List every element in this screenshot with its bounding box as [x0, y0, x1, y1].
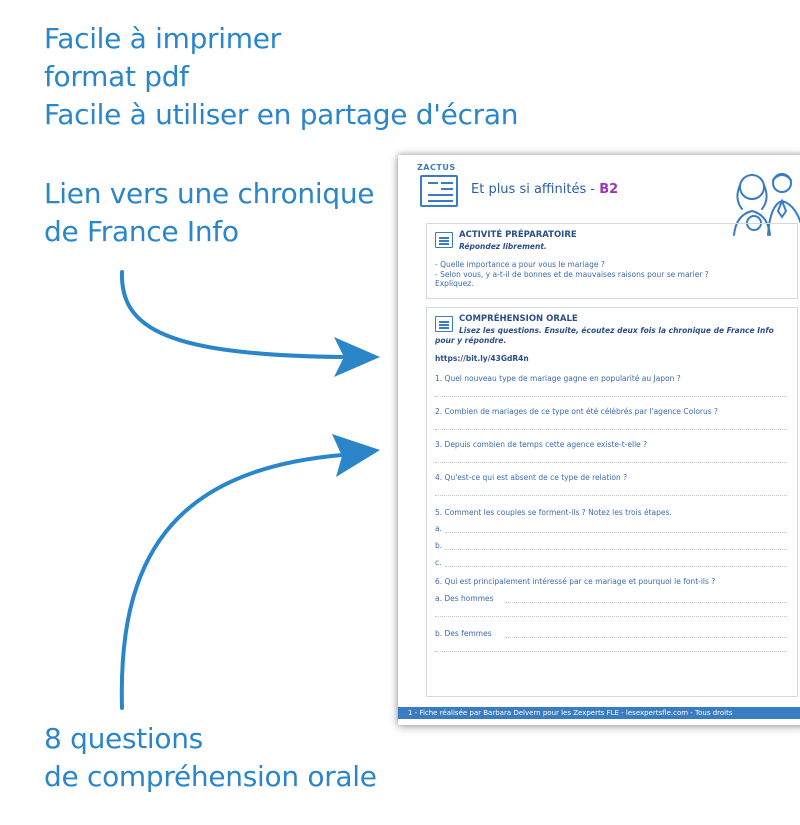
- title-text: Et plus si affinités -: [471, 182, 600, 197]
- question-2: 2. Combien de mariages de ce type ont été célébrés par l'agence Colorus ?: [435, 407, 719, 416]
- level-badge: B2: [599, 182, 619, 197]
- question-5: 5. Comment les couples se forment-ils ? Notez les trois étapes.: [435, 508, 672, 517]
- worksheet-preview: [398, 155, 800, 725]
- newspaper-icon: [420, 175, 458, 207]
- newspaper-small-icon: [435, 232, 453, 248]
- prep-line-2: - Selon vous, y a-t-il de bonnes et de mauvaises raisons pour se marier ?: [435, 270, 709, 279]
- answer-line: [445, 566, 787, 567]
- features-line-2: format pdf: [44, 60, 189, 93]
- features-line-1: Facile à imprimer: [44, 22, 281, 55]
- question-3: 3. Depuis combien de temps cette agence existe-t-elle ?: [435, 440, 648, 449]
- answer-line: [505, 602, 787, 603]
- comprehension-instruction: Lisez les questions. Ensuite, écoutez deux fois la chronique de France Info: [459, 326, 774, 335]
- arrow-to-link: [122, 272, 380, 377]
- features-caption: [44, 20, 518, 134]
- questions-caption: [44, 720, 377, 796]
- step-c: c.: [435, 558, 442, 567]
- answer-line: [445, 532, 787, 533]
- prep-title: ACTIVITÉ PRÉPARATOIRE: [459, 230, 577, 240]
- comprehension-title: COMPRÉHENSION ORALE: [459, 314, 578, 324]
- features-line-3: Facile à utiliser en partage d'écran: [44, 98, 519, 131]
- logo-text: ZACTUS: [417, 163, 456, 172]
- footer-bar: 1 - Fiche réalisée par Barbara Delvern pour les Zexperts FLE - lesexpertsfle.com - Tous droits: [398, 707, 800, 719]
- answer-women: b. Des femmes: [435, 629, 492, 638]
- link-caption-line-1: Lien vers une chronique: [44, 177, 375, 210]
- answer-line: [435, 651, 787, 652]
- oral-comprehension: [426, 307, 798, 697]
- prep-instruction: Répondez librement.: [459, 242, 547, 251]
- step-a: a.: [435, 524, 442, 533]
- questions-caption-line-2: de compréhension orale: [44, 760, 377, 793]
- chronicle-link[interactable]: https://bit.ly/43GdR4n: [435, 354, 529, 363]
- answer-line: [445, 549, 787, 550]
- answer-line: [435, 495, 787, 496]
- preparatory-activity: [426, 223, 798, 299]
- arrow-to-questions: [122, 434, 380, 708]
- prep-line-3: Expliquez.: [435, 279, 474, 288]
- comprehension-instruction-cont: pour y répondre.: [435, 336, 507, 345]
- worksheet-title: [471, 182, 618, 197]
- question-6: 6. Qui est principalement intéressé par ce mariage et pourquoi le font-ils ?: [435, 577, 716, 586]
- question-4: 4. Qu'est-ce qui est absent de ce type de relation ?: [435, 473, 628, 482]
- prep-line-1: - Quelle importance a pour vous le mariage ?: [435, 260, 605, 269]
- answer-men: a. Des hommes: [435, 594, 494, 603]
- answer-line: [435, 616, 787, 617]
- link-caption-line-2: de France Info: [44, 215, 239, 248]
- answer-line: [505, 637, 787, 638]
- step-b: b.: [435, 541, 443, 550]
- answer-line: [435, 429, 787, 430]
- answer-line: [435, 462, 787, 463]
- question-1: 1. Quel nouveau type de mariage gagne en popularité au Japon ?: [435, 374, 681, 383]
- questions-caption-line-1: 8 questions: [44, 722, 203, 755]
- link-caption: [44, 175, 374, 251]
- answer-line: [435, 396, 787, 397]
- newspaper-small-icon: [435, 316, 453, 332]
